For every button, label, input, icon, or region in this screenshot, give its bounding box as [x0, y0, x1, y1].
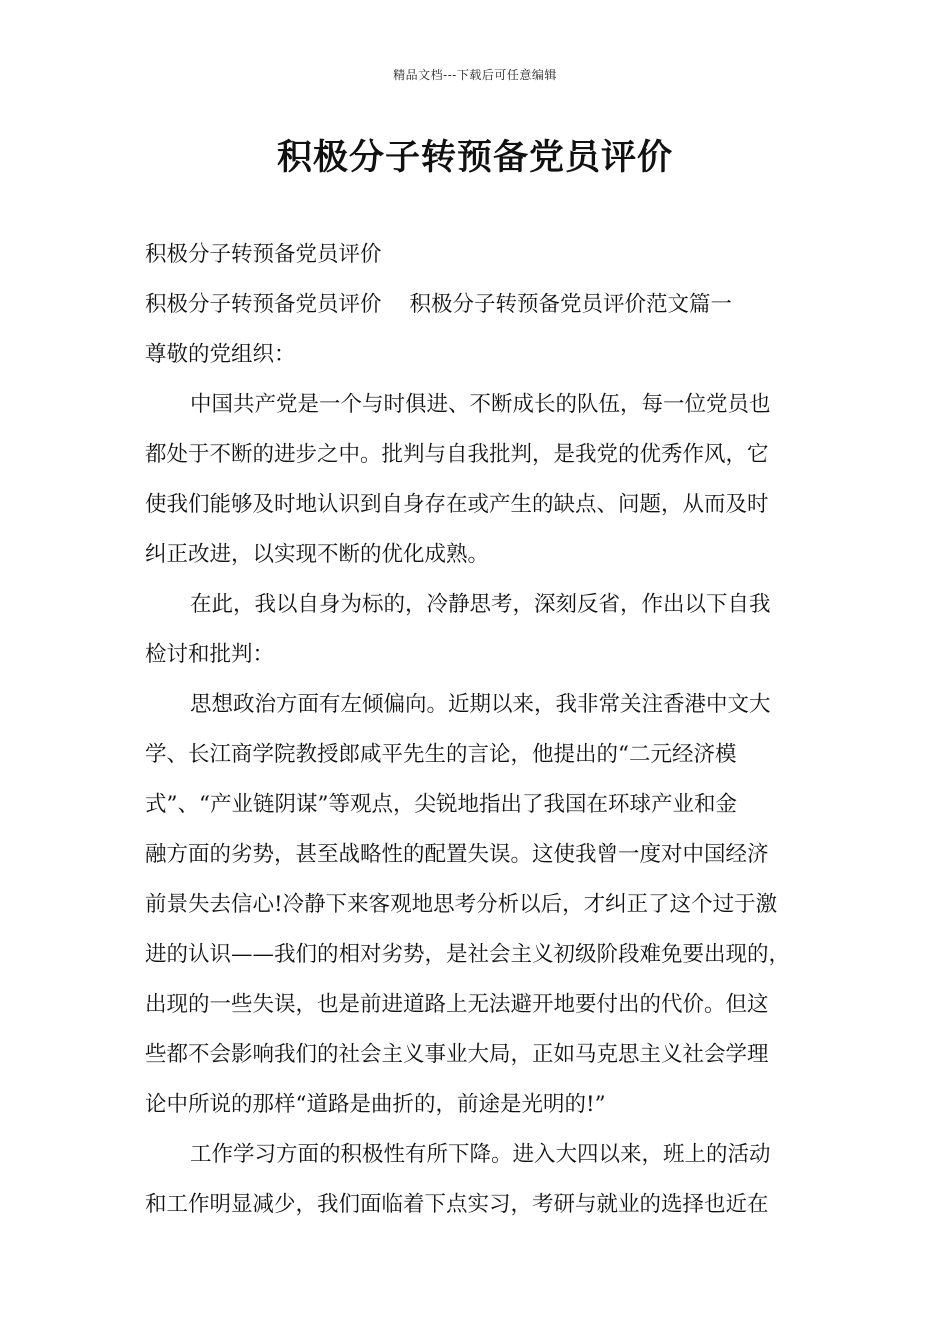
paragraph-4 — [145, 1130, 807, 1230]
paragraph-line: 纠正改进，以实现不断的优化成熟。 — [145, 542, 490, 567]
paragraph-line: 和工作明显减少，我们面临着下点实习，考研与就业的选择也近在 — [145, 1192, 769, 1217]
paragraph-line: 式”、“产业链阴谋”等观点，尖锐地指出了我国在环球产业和金 — [145, 792, 737, 817]
paragraph-3 — [145, 680, 807, 1130]
intro-left: 积极分子转预备党员评价 — [145, 292, 382, 317]
paragraph-line: 检讨和批判： — [145, 642, 275, 667]
paragraph-line: 些都不会影响我们的社会主义事业大局，正如马克思主义社会学理 — [145, 1042, 769, 1067]
paragraph-line: 融方面的劣势，甚至战略性的配置失误。这使我曾一度对中国经济 — [145, 842, 769, 867]
paragraph-line: 使我们能够及时地认识到自身存在或产生的缺点、问题，从而及时 — [145, 492, 769, 517]
paragraph-1 — [145, 380, 807, 580]
header-note: 精品文档---下载后可任意编辑 — [393, 68, 557, 82]
subtitle-line: 积极分子转预备党员评价 — [145, 242, 382, 267]
paragraph-line: 进的认识——我们的相对劣势，是社会主义初级阶段难免要出现的， — [145, 942, 791, 967]
document-title: 积极分子转预备党员评价 — [276, 137, 673, 178]
paragraph-line: 在此，我以自身为标的，冷静思考，深刻反省，作出以下自我 — [190, 592, 771, 617]
intro-line — [145, 280, 807, 330]
paragraph-2 — [145, 580, 807, 680]
paragraph-line: 都处于不断的进步之中。批判与自我批判，是我党的优秀作风，它 — [145, 442, 769, 467]
paragraph-line: 工作学习方面的积极性有所下降。进入大四以来，班上的活动 — [190, 1142, 771, 1167]
paragraph-line: 前景失去信心!冷静下来客观地思考分析以后，才纠正了这个过于激 — [145, 892, 778, 917]
paragraph-line: 论中所说的那样“道路是曲折的，前途是光明的!” — [145, 1092, 606, 1117]
document-body — [145, 230, 807, 1230]
paragraph-line: 思想政治方面有左倾偏向。近期以来，我非常关注香港中文大 — [190, 692, 771, 717]
paragraph-line: 学、长江商学院教授郎咸平先生的言论，他提出的“二元经济模 — [145, 742, 737, 767]
intro-right: 积极分子转预备党员评价范文篇一 — [409, 292, 733, 317]
paragraph-line: 出现的一些失误，也是前进道路上无法避开地要付出的代价。但这 — [145, 992, 769, 1017]
greeting-line: 尊敬的党组织： — [145, 342, 296, 367]
paragraph-line: 中国共产党是一个与时俱进、不断成长的队伍，每一位党员也 — [190, 392, 771, 417]
